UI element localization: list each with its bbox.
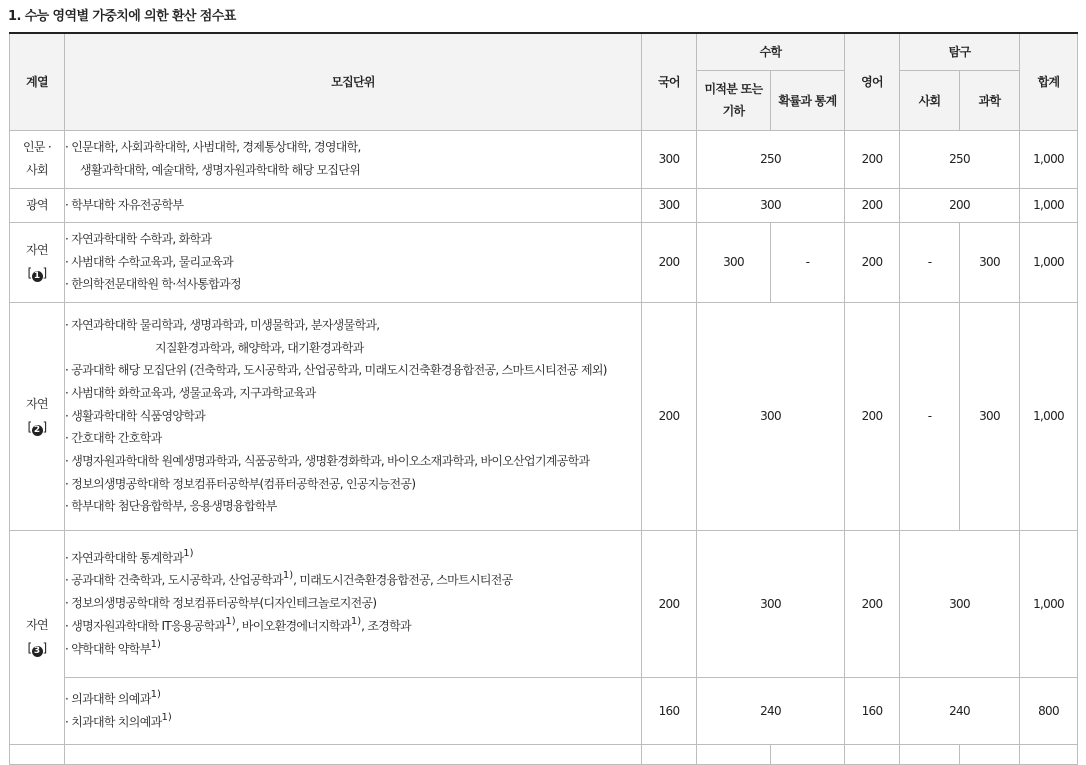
header-math-calculus xyxy=(697,70,771,130)
table-row xyxy=(10,744,1078,764)
unit-cell xyxy=(65,530,642,677)
korean-score: 200 xyxy=(642,530,697,677)
science-score: 300 xyxy=(960,222,1020,302)
cell xyxy=(771,744,845,764)
unit-line: · 인문대학, 사회과학대학, 사범대학, 경제통상대학, 경영대학, xyxy=(65,140,361,155)
group-label: 사회 xyxy=(26,163,48,177)
group-badge: [ 3 ] xyxy=(27,641,47,656)
header-math-calculus-line2: 기하 xyxy=(722,104,745,118)
inquiry-score: 240 xyxy=(900,677,1020,744)
number-badge-icon: 3 xyxy=(32,646,43,657)
table-title: 1. 수능 영역별 가중치에 의한 환산 점수표 xyxy=(8,9,236,24)
total-score: 1,000 xyxy=(1020,222,1078,302)
table-row xyxy=(10,188,1078,222)
table-row xyxy=(10,530,1078,677)
footnote-mark: 1) xyxy=(150,638,161,650)
group-cell xyxy=(10,188,65,222)
unit-line: · 자연과학대학 통계학과$^{1)}$ xyxy=(65,547,194,565)
unit-line: · 의과대학 의예과$^{1)}$ xyxy=(65,688,161,706)
english-score: 200 xyxy=(845,302,900,530)
unit-line: · 학부대학 첨단융합학부, 응용생명융합학부 xyxy=(65,499,277,514)
cell xyxy=(900,744,960,764)
unit-line: · 생명자원과학대학 원예생명과학과, 식품공학과, 생명환경화학과, 바이오소재과학과, 바이오산업기계공학과 xyxy=(65,454,590,469)
group-cell xyxy=(10,302,65,530)
unit-cell xyxy=(65,302,642,530)
korean-score: 200 xyxy=(642,222,697,302)
unit-line: · 간호대학 간호학과 xyxy=(65,431,162,446)
group-cell xyxy=(10,222,65,302)
inquiry-score: 250 xyxy=(900,130,1020,188)
table-row xyxy=(10,677,1078,744)
footnote-mark: 1) xyxy=(150,688,161,700)
english-score: 200 xyxy=(845,188,900,222)
unit-line: · 자연과학대학 수학과, 화학과 xyxy=(65,231,212,246)
score-table xyxy=(9,32,1078,765)
unit-line: · 공과대학 건축학과, 도시공학과, 산업공학과$^{1)}$, 미래도시건축환경융합전공, 스마트시티전공 xyxy=(65,570,513,588)
korean-score: 300 xyxy=(642,188,697,222)
math-score: 250 xyxy=(697,130,845,188)
table-row xyxy=(10,130,1078,188)
english-score: 200 xyxy=(845,130,900,188)
header-inquiry: 탐구 xyxy=(900,33,1020,70)
unit-line: · 생명자원과학대학 IT응용공학과$^{1)}$, 바이오환경에너지학과$^{1)}$, 조경학과 xyxy=(65,615,411,633)
group-label: 광역 xyxy=(26,197,48,212)
english-score: 200 xyxy=(845,530,900,677)
social-score: - xyxy=(900,222,960,302)
science-score: 300 xyxy=(960,302,1020,530)
unit-line: · 생활과학대학 식품영양학과 xyxy=(65,408,206,423)
korean-score: 200 xyxy=(642,302,697,530)
header-math-calculus-line1: 미적분 또는 xyxy=(704,82,763,96)
group-badge: [ 1 ] xyxy=(27,266,47,281)
number-badge-icon: 2 xyxy=(32,425,43,436)
unit-line: · 치과대학 치의예과$^{1)}$ xyxy=(65,711,172,729)
header-unit: 모집단위 xyxy=(65,33,642,130)
unit-cell xyxy=(65,677,642,744)
header-total: 합계 xyxy=(1020,33,1078,130)
inquiry-score: 300 xyxy=(900,530,1020,677)
group-cell xyxy=(10,130,65,188)
unit-cell xyxy=(65,188,642,222)
korean-score: 300 xyxy=(642,130,697,188)
math-score: 300 xyxy=(697,188,845,222)
header-korean: 국어 xyxy=(642,33,697,130)
number-badge-icon: 1 xyxy=(32,271,43,282)
math-calculus-score: 300 xyxy=(697,222,771,302)
cell xyxy=(1020,744,1078,764)
english-score: 160 xyxy=(845,677,900,744)
footnote-mark: 1) xyxy=(350,615,362,627)
unit-line: 지질환경과학과, 해양학과, 대기환경과학과 xyxy=(155,340,364,355)
math-stats-score: - xyxy=(771,222,845,302)
footnote-mark: 1) xyxy=(225,615,236,627)
footnote-mark: 1) xyxy=(161,711,172,723)
header-math: 수학 xyxy=(697,33,845,70)
cell xyxy=(65,744,642,764)
total-score: 800 xyxy=(1020,677,1078,744)
cell xyxy=(960,744,1020,764)
unit-line: · 공과대학 해당 모집단위 (건축학과, 도시공학과, 산업공학과, 미래도시건축환경융합전공, 스마트시티전공 제외) xyxy=(65,363,607,378)
total-score: 1,000 xyxy=(1020,188,1078,222)
footnote-mark: 1) xyxy=(183,547,194,559)
total-score: 1,000 xyxy=(1020,530,1078,677)
unit-cell xyxy=(65,222,642,302)
group-label: 자연 xyxy=(26,243,48,257)
group-label: 자연 xyxy=(26,618,48,632)
header-social: 사회 xyxy=(900,70,960,130)
header-english: 영어 xyxy=(845,33,900,130)
unit-line: · 정보의생명공학대학 정보컴퓨터공학부(컴퓨터공학전공, 인공지능전공) xyxy=(65,476,416,491)
group-label: 인문 · xyxy=(22,140,51,154)
unit-line: · 사범대학 수학교육과, 물리교육과 xyxy=(65,254,234,269)
unit-line: 생활과학대학, 예술대학, 생명자원과학대학 해당 모집단위 xyxy=(80,163,361,177)
group-cell xyxy=(10,530,65,744)
inquiry-score: 200 xyxy=(900,188,1020,222)
cell xyxy=(697,744,771,764)
math-score: 240 xyxy=(697,677,845,744)
total-score: 1,000 xyxy=(1020,130,1078,188)
unit-line: · 한의학전문대학원 학·석사통합과정 xyxy=(65,277,241,292)
social-score: - xyxy=(900,302,960,530)
header-math-stats: 확률과 통계 xyxy=(771,70,845,130)
footnote-mark: 1) xyxy=(282,570,294,582)
table-row xyxy=(10,302,1078,530)
group-badge: [ 2 ] xyxy=(27,420,47,435)
header-group: 계열 xyxy=(10,33,65,130)
unit-line: · 자연과학대학 물리학과, 생명과학과, 미생물학과, 분자생물학과, xyxy=(65,317,380,332)
unit-line: · 학부대학 자유전공학부 xyxy=(65,197,184,212)
unit-line: · 약학대학 약학부$^{1)}$ xyxy=(65,638,161,656)
english-score: 200 xyxy=(845,222,900,302)
header-science: 과학 xyxy=(960,70,1020,130)
table-row xyxy=(10,222,1078,302)
unit-cell xyxy=(65,130,642,188)
unit-line: · 정보의생명공학대학 정보컴퓨터공학부(디자인테크놀로지전공) xyxy=(65,596,377,611)
group-label: 자연 xyxy=(26,397,48,411)
cell xyxy=(10,744,65,764)
math-score: 300 xyxy=(697,530,845,677)
cell xyxy=(845,744,900,764)
total-score: 1,000 xyxy=(1020,302,1078,530)
unit-line: · 사범대학 화학교육과, 생물교육과, 지구과학교육과 xyxy=(65,385,316,400)
math-score: 300 xyxy=(697,302,845,530)
cell xyxy=(642,744,697,764)
korean-score: 160 xyxy=(642,677,697,744)
